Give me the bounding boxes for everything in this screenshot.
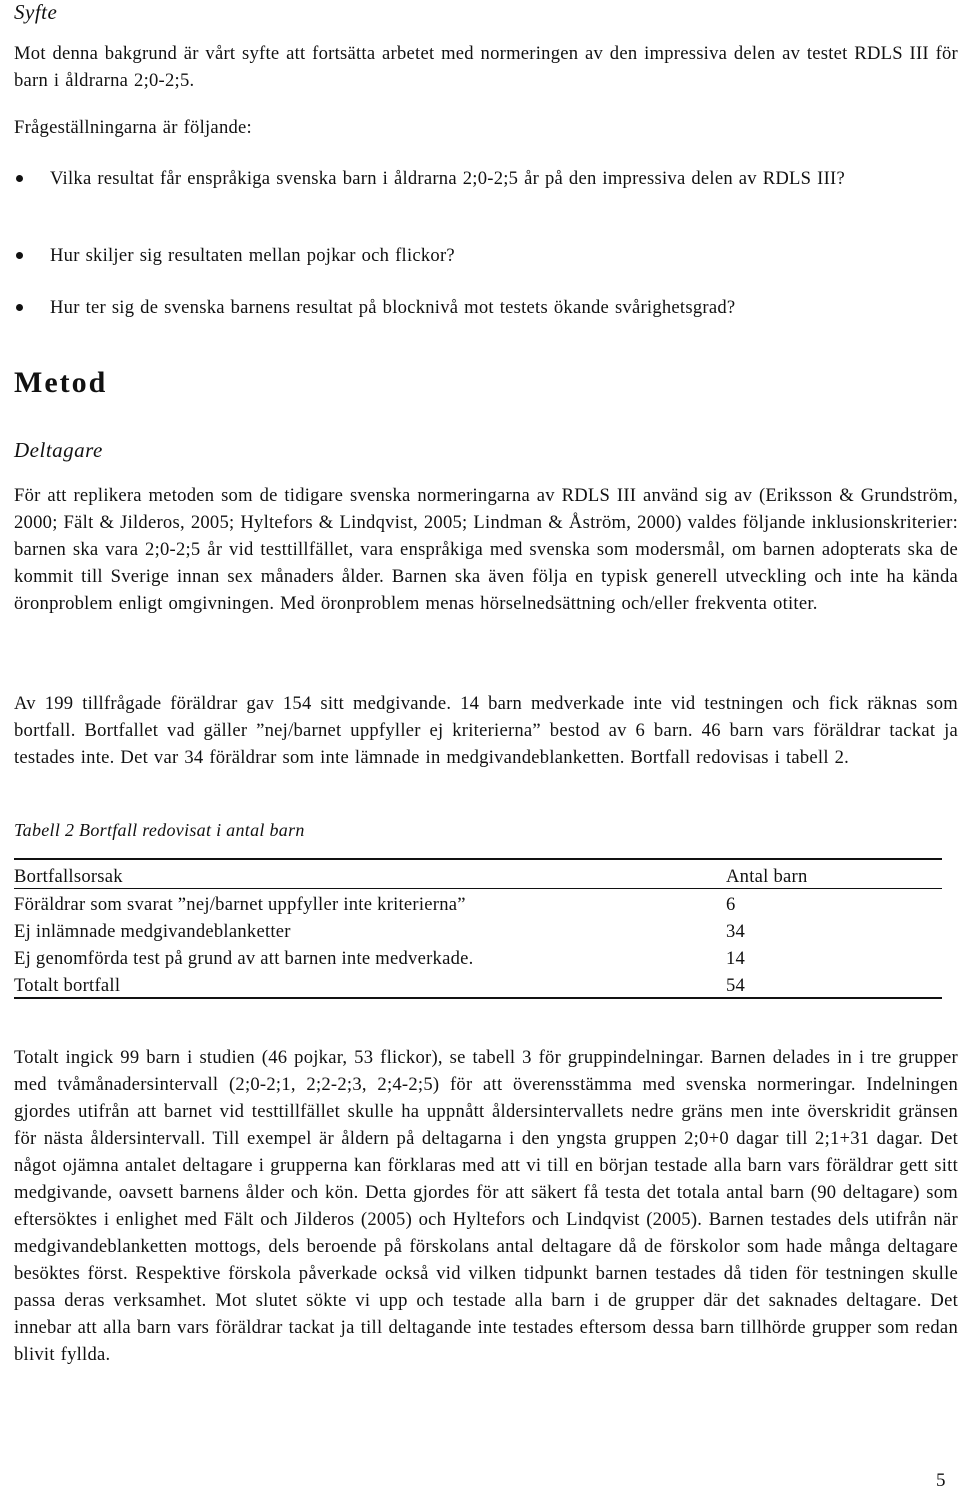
grouping-paragraph: Totalt ingick 99 barn i studien (46 pojkar, 53 flickor), se tabell 3 för gruppindelningar. Barnen delades in i tre grupper med tvåmånadersintervall (2;0-2;1, 2;2-2;3, 2;4-2;5) för att överensstämma med svenska normeringar. Indelningen gjordes utifrån att barnet vid testtillfället skulle ha uppnått åldersintervallets nedre gräns men inte överskridit gränsen för nästa åldersintervall. Till exempel är åldern på deltagarna i den yngsta gruppen 2;0+0 dagar till 2;1+31 dagar. Det något ojämna antalet deltagare i grupperna kan förklaras med att vi till en början testade alla barn vars föräldrar gett sitt medgivande, oavsett barnens ålder och kön. Detta gjordes för att säkert få testa det totala antal barn (90 deltagare) som eftersöktes i enlighet med Fält och Jilderos (2005) och Hyltefors och Lindqvist (2005). Barnen testades dels utifrån när medgivandeblanketten mottogs, dels beroende på förskolans antal deltagare då de förskolor som hade många deltagare besöktes först. Respektive förskola påverkade också vid vilken tidpunkt barnen testades då tiden för testningen skulle passa deras verksamhet. Mot slutet sökte vi upp och testade alla barn i de grupper där det saknades deltagare. Det innebar att alla barn vars föräldrar tackat ja till deltagande inte testades eftersom dessa barn tillhörde grupper som redan blivit fyllda. (14, 1047, 958, 1365)
syfte-intro-paragraph: Mot denna bakgrund är vårt syfte att fortsätta arbetet med normeringen av den impressiva delen av testet RDLS III för barn i åldrarna 2;0-2;5. (14, 43, 958, 91)
table-header-cell: Antal barn (726, 859, 942, 889)
table-cell: 54 (726, 970, 942, 998)
table-row (14, 970, 942, 998)
table-caption: Tabell 2 Bortfall redovisat i antal barn (14, 820, 305, 840)
table-row (14, 916, 942, 943)
bullet-icon (16, 175, 23, 182)
section-heading-syfte: Syfte (14, 0, 58, 24)
section-heading-metod: Metod (14, 366, 108, 399)
question-text: Vilka resultat får enspråkiga svenska barn i åldrarna 2;0-2;5 år på den impressiva delen av RDLS III? (50, 168, 845, 189)
table-row (14, 943, 942, 970)
table-cell: 14 (726, 948, 746, 969)
table-cell: 34 (726, 921, 746, 942)
table-header-row (14, 859, 942, 889)
bullet-icon (16, 252, 23, 259)
subsection-heading-deltagare: Deltagare (14, 438, 103, 462)
table-row (14, 889, 942, 917)
table-header-cell: Bortfallsorsak (14, 859, 726, 889)
table-cell: Ej genomförda test på grund av att barnen inte medverkade. (14, 948, 474, 969)
question-text: Hur ter sig de svenska barnens resultat på blocknivå mot testets ökande svårighetsgrad? (50, 297, 736, 318)
question-item (16, 294, 960, 350)
dropout-table (14, 858, 942, 999)
page-number: 5 (936, 1470, 946, 1491)
deltagare-paragraph-dropout: Av 199 tillfrågade föräldrar gav 154 sitt medgivande. 14 barn medverkade inte vid testningen och fick räknas som bortfall. Bortfallet vad gäller ”nej/barnet uppfyller ej kriterierna” bestod av 6 barn. 46 barn vars föräldrar tackat ja testades inte. Det var 34 föräldrar som inte lämnade in medgivandeblanketten. Bortfall redovisas i tabell 2. (14, 693, 958, 768)
table-cell: Totalt bortfall (14, 970, 726, 998)
questions-lead: Frågeställningarna är följande: (14, 117, 252, 138)
table-cell: Föräldrar som svarat ”nej/barnet uppfyller inte kriterierna” (14, 894, 466, 915)
bullet-icon (16, 304, 23, 311)
question-text: Hur skiljer sig resultaten mellan pojkar och flickor? (50, 245, 455, 266)
table-cell: Ej inlämnade medgivandeblanketter (14, 921, 291, 942)
question-item (16, 242, 960, 270)
question-item (16, 165, 960, 221)
deltagare-paragraph-criteria: För att replikera metoden som de tidigare svenska normeringarna av RDLS III använd sig av (Eriksson & Grundström, 2000; Fält & Jilderos, 2005; Hyltefors & Lindqvist, 2005; Lindman & Åström, 2000) valdes följande inklusionskriterier: barnen ska vara 2;0-2;5 år vid testtillfället, vara enspråkiga med svenska som modersmål, om barnen adopterats ska de kommit till Sverige innan sex månaders ålder. Barnen ska även följa en typisk generell utveckling och inte ha kända öronproblem enligt omgivningen. Med öronproblem menas hörselnedsättning och/eller frekventa otiter. (14, 485, 958, 614)
table-cell: 6 (726, 894, 736, 915)
